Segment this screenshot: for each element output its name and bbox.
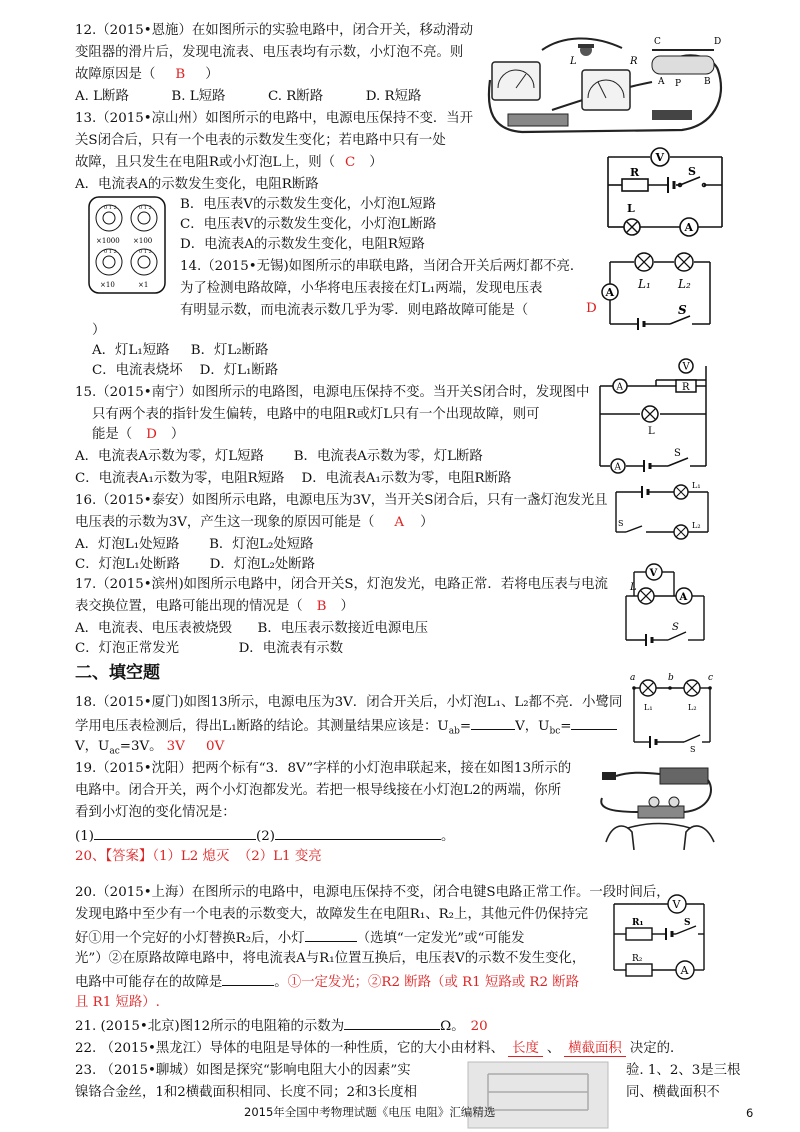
q23-wire-board-figure xyxy=(458,1052,618,1132)
q19-answer: 20、【答案】（1）L2 熄灭 （2）L1 变亮 xyxy=(75,849,322,864)
q16-circuit-diagram xyxy=(612,478,712,542)
q16-line2: 电压表的示数为3V，产生这一现象的原因可能是（ A ） xyxy=(75,515,434,530)
q14-options-2: C．电流表烧坏 D．灯L₁断路 xyxy=(92,363,279,378)
resistance-box-figure xyxy=(88,196,166,294)
q13-option-b: B．电压表V的示数发生变化，小灯泡L短路 xyxy=(180,197,437,212)
q15-line3: 能是（ D ） xyxy=(92,427,185,442)
svg-text:0 1 2: 0 1 2 xyxy=(104,249,117,255)
q14-line1: 14.（2015•无锡)如图所示的串联电路，当闭合开关后两灯都不亮． xyxy=(180,259,584,274)
label-S: S xyxy=(690,745,696,752)
q13-option-a: A．电流表A的示数发生变化，电阻R断路 xyxy=(75,177,319,192)
q15-answer: D xyxy=(146,427,157,442)
point-a-label: a xyxy=(630,673,636,683)
label-L: L xyxy=(648,426,655,437)
q16-line1: 16.（2015•泰安）如图所示电路，电源电压为3V，当开关S闭合后，只有一盏灯泡发光且 xyxy=(75,493,608,508)
q17-options-1: A．电流表、电压表被烧毁 B．电压表示数接近电源电压 xyxy=(75,621,429,636)
q16-answer: A xyxy=(394,515,405,530)
q20-line2: 发现电路中至少有一个电表的示数变大，故障发生在电阻R₁、R₂上，其他元件仍保持完 xyxy=(75,907,588,922)
ammeter-label: A xyxy=(680,964,689,977)
q16-options-2: C．灯泡L₁处断路 D．灯泡L₂处断路 xyxy=(75,557,315,572)
q14-line3: 有明显示数，而电流表示数几乎为零．则电路故障可能是（ xyxy=(180,303,529,318)
q13-line2: 关S闭合后，只有一个电表的示数发生变化；若电路中只有一处 xyxy=(75,133,446,148)
q13-line3: 故障，且只发生在电阻R或小灯泡L上，则（ C ） xyxy=(75,155,383,170)
q20-blank-1[interactable] xyxy=(305,928,357,942)
q22-line: 22. （2015•黑龙江）导体的电阻是导体的一种性质，它的大小由材料、 长度 、 横截面积 决定的． xyxy=(75,1041,684,1056)
q21-answer: 20 xyxy=(470,1019,488,1034)
label-L1: L₁ xyxy=(638,277,651,291)
label-B-rheostat: B xyxy=(704,77,711,87)
voltmeter-label: V xyxy=(672,898,681,911)
q12-options: A. L断路 B. L短路 C. R断路 D. R短路 xyxy=(75,89,422,104)
q13-circuit-diagram xyxy=(600,145,730,240)
q20-circuit-diagram xyxy=(604,888,714,988)
q13-option-d: D．电流表A的示数发生变化，电阻R短路 xyxy=(180,237,425,252)
q19-blank-2[interactable] xyxy=(275,826,441,840)
q21-blank[interactable] xyxy=(344,1016,440,1030)
q22-answer-2: 横截面积 xyxy=(564,1041,626,1057)
label-R1: R₁ xyxy=(632,918,644,928)
label-S: S xyxy=(688,165,696,178)
label-S: S xyxy=(684,918,691,928)
label-R2: R₂ xyxy=(632,954,643,964)
q19-line2: 电路中。闭合开关，两个小灯泡都发光。若把一根导线接在小灯泡L2的两端，你所 xyxy=(75,783,562,798)
q20-blank-2[interactable] xyxy=(222,972,274,986)
q14-line4: ） xyxy=(92,323,106,338)
label-L2: L₂ xyxy=(688,703,697,712)
q16-options-1: A．灯泡L₁处短路 B．灯泡L₂处短路 xyxy=(75,537,314,552)
q23-line1: 23. （2015•聊城）如图是探究“影响电阻大小的因素”实 xyxy=(75,1063,411,1078)
label-R: R xyxy=(630,56,638,67)
q18-blank-ubc[interactable] xyxy=(571,716,617,730)
label-D: D xyxy=(714,37,722,47)
q18-answer: 3V 0V xyxy=(166,739,225,754)
q13-line1: 13.（2015•凉山州）如图所示的电路中，电源电压保持不变．当开 xyxy=(75,111,474,126)
q21-line: 21. (2015•北京)图12所示的电阻箱的示数为 Ω。 20 xyxy=(75,1016,488,1036)
q17-line2: 表交换位置，电路可能出现的情况是（ B ） xyxy=(75,599,354,614)
svg-text:0 1 2: 0 1 2 xyxy=(139,205,152,211)
q19-line4: (1) (2) 。 xyxy=(75,826,454,846)
dial-x10: ×10 xyxy=(100,281,115,289)
q19-line3: 看到小灯泡的变化情况是： xyxy=(75,805,236,820)
q13-option-c: C．电压表V的示数发生变化，小灯泡L断路 xyxy=(180,217,437,232)
label-S: S xyxy=(674,448,681,459)
label-L2: L₂ xyxy=(678,277,691,291)
label-P: P xyxy=(675,79,682,89)
voltmeter-label: V xyxy=(682,361,690,373)
q14-circuit-diagram xyxy=(598,248,720,334)
label-L: L xyxy=(627,202,635,215)
q20-line3: 好①用一个完好的小灯替换R₂后，小灯 （选填“一定发光”或“可能发 xyxy=(75,928,525,948)
q20-line5: 电路中可能存在的故障是 。①一定发光；②R2 断路（或 R1 短路或 R2 断路 xyxy=(75,972,579,992)
label-S: S xyxy=(618,519,624,528)
page-footer: 2015年全国中考物理试题《电压 电阻》汇编精选 xyxy=(244,1105,496,1119)
q13-answer: C xyxy=(345,155,356,170)
q19-apparatus-figure xyxy=(598,762,722,850)
q23-line2: 镍铬合金丝，1和2横截面积相同、长度不同；2和3长度相 xyxy=(75,1085,418,1100)
q18-line1: 18.（2015•厦门)如图13所示，电源电压为3V．闭合开关后，小灯泡L₁、L₂都不亮．小鹭同 xyxy=(75,695,623,710)
q18-line2: 学用电压表检测后，得出L₁断路的结论。其测量结果应该是：$U_{ab}= V$，$U_{bc}=$ xyxy=(75,716,617,741)
q23-line1-end: 验. 1、2、3是三根 xyxy=(626,1063,741,1078)
label-R: R xyxy=(630,166,640,179)
q14-line2: 为了检测电路故障，小华将电压表接在灯L₁两端，发现电压表 xyxy=(180,281,543,296)
q20-answer-1: ①一定发光；②R2 断路（或 R1 短路或 R2 断路 xyxy=(287,975,580,990)
q12-line2: 变阻器的滑片后，发现电流表、电压表均有示数，小灯泡不亮。则 xyxy=(75,45,464,60)
q18-blank-uab[interactable] xyxy=(471,716,515,730)
ammeter-a1-label: A xyxy=(614,462,621,473)
q12-apparatus-figure xyxy=(482,30,732,138)
q20-line1: 20.（2015•上海）在图所示的电路中，电源电压保持不变，闭合电键S电路正常工作。一段时间后， xyxy=(75,885,670,900)
label-L1: L₁ xyxy=(644,703,653,712)
q12-line1: 12.（2015•恩施）在如图所示的实验电路中，闭合开关，移动滑动 xyxy=(75,23,474,38)
ammeter-label: A xyxy=(684,221,694,234)
q12-line3: 故障原因是（ B ） xyxy=(75,67,219,82)
q23-line2-end: 同、横截面积不 xyxy=(626,1085,720,1100)
voltmeter-label: V xyxy=(649,568,658,579)
label-A-rheostat: A xyxy=(658,77,665,87)
q20-answer-2: 且 R1 短路）. xyxy=(75,995,160,1010)
ammeter-label: A xyxy=(679,592,688,603)
label-L1: L₁ xyxy=(692,481,701,490)
q15-options-1: A．电流表A示数为零，灯L短路 B．电流表A示数为零，灯L断路 xyxy=(75,449,483,464)
svg-text:0 1 2: 0 1 2 xyxy=(139,249,152,255)
label-C: C xyxy=(654,37,661,47)
point-c-label: c xyxy=(708,673,714,683)
q18-line3: V，$U_{ac}=3V$。 3V 0V xyxy=(75,739,225,757)
ammeter-label: A xyxy=(616,382,623,393)
label-L: L xyxy=(630,582,637,593)
q17-options-2: C．灯泡正常发光 D．电流表有示数 xyxy=(75,641,344,656)
voltmeter-label: V xyxy=(655,151,665,164)
q17-line1: 17.（2015•滨州)如图所示电路中，闭合开关S，灯泡发光，电路正常．若将电压表与电流 xyxy=(75,577,608,592)
label-S: S xyxy=(672,622,679,633)
q14-answer: D xyxy=(586,301,597,316)
q20-line4: 光”）②在原路故障电路中，将电流表A与R₁位置互换后，电压表V的示数不发生变化， xyxy=(75,951,586,966)
svg-text:0 1 2: 0 1 2 xyxy=(104,205,117,211)
q22-answer-1: 长度 xyxy=(508,1041,543,1057)
q12-answer: B xyxy=(175,67,186,82)
q17-answer: B xyxy=(316,599,327,614)
ammeter-label: A xyxy=(605,286,615,299)
q17-circuit-diagram xyxy=(616,562,712,654)
q19-line1: 19.（2015•沈阳）把两个标有“3．8V”字样的小灯泡串联起来，接在如图13所示的 xyxy=(75,761,572,776)
label-S: S xyxy=(678,303,687,317)
label-R: R xyxy=(682,382,690,393)
dial-x1: ×1 xyxy=(138,281,149,289)
dial-x1000: ×1000 xyxy=(96,237,120,245)
point-b-label: b xyxy=(668,673,674,683)
dial-x100: ×100 xyxy=(133,237,153,245)
label-L: L xyxy=(570,56,577,67)
q15-line2: 只有两个表的指针发生偏转，电路中的电阻R或灯L只有一个出现故障，则可 xyxy=(92,407,540,422)
q15-line1: 15.（2015•南宁）如图所示的电路图，电源电压保持不变。当开关S闭合时，发现图中 xyxy=(75,385,590,400)
q15-options-2: C．电流表A₁示数为零，电阻R短路 D．电流表A₁示数为零，电阻R断路 xyxy=(75,471,512,486)
q19-blank-1[interactable] xyxy=(94,826,256,840)
q14-options-1: A．灯L₁短路 B．灯L₂断路 xyxy=(92,343,269,358)
q18-circuit-diagram xyxy=(614,672,722,752)
section-heading-fill-in: 二、填空题 xyxy=(75,663,160,683)
q15-circuit-diagram xyxy=(596,356,716,474)
label-L2: L₂ xyxy=(692,521,701,530)
page-number: 6 xyxy=(746,1106,754,1120)
